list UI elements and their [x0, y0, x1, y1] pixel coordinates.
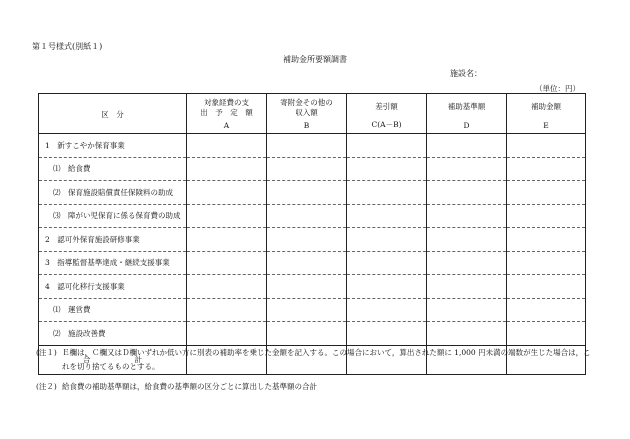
cell-e[interactable] — [507, 251, 586, 275]
note-2 — [36, 380, 596, 394]
table-row — [39, 251, 586, 275]
table-header-row — [39, 94, 586, 134]
cell-b[interactable] — [267, 181, 347, 205]
cell-d[interactable] — [427, 298, 507, 322]
row-label: ⑵ 保育施設賠償責任保険料の助成 — [39, 181, 187, 205]
table-row — [39, 228, 586, 252]
cell-c[interactable] — [347, 298, 427, 322]
cell-d[interactable] — [427, 275, 507, 299]
row-label: ⑴ 運営費 — [39, 298, 187, 322]
table-row — [39, 134, 586, 158]
row-label: 4 認可化移行支援事業 — [39, 275, 187, 299]
table-row — [39, 204, 586, 228]
cell-a[interactable] — [187, 251, 267, 275]
unit-label: （単位：円） — [535, 84, 580, 93]
cell-d[interactable] — [427, 157, 507, 181]
row-label: ⑴ 給食費 — [39, 157, 187, 181]
cell-d[interactable] — [427, 204, 507, 228]
row-label: 3 指導監督基準達成・継続支援事業 — [39, 251, 187, 275]
cell-b[interactable] — [267, 134, 347, 158]
header-col-d: 補助基準額 D — [427, 94, 507, 134]
budget-table — [38, 93, 586, 375]
note-1 — [36, 346, 596, 374]
note-text: 給食費の補助基準額は，給食費の基準額の区分ごとに算出した基準額の合計 — [62, 382, 317, 391]
notes — [36, 346, 596, 394]
note-text: Ｅ欄は，Ｃ欄又はＤ欄いずれか低い方に別表の補助率を乗じた金額を記入する。この場合において，算出された額に 1,000 円未満の端数が生じた場合は，これを切り捨てるものとする。 — [62, 348, 591, 371]
row-label: 2 認可外保育施設研修事業 — [39, 228, 187, 252]
cell-e[interactable] — [507, 298, 586, 322]
cell-d[interactable] — [427, 251, 507, 275]
total-label: 合 計 — [39, 345, 187, 374]
header-col-b: 寄附金その他の 収入額 B — [267, 94, 347, 134]
note-label: (注２) — [36, 382, 57, 391]
cell-a[interactable] — [187, 134, 267, 158]
cell-b[interactable] — [267, 298, 347, 322]
cell-e[interactable] — [507, 134, 586, 158]
cell-a[interactable] — [187, 157, 267, 181]
cell-a[interactable] — [187, 298, 267, 322]
cell-a[interactable] — [187, 181, 267, 205]
cell-e[interactable] — [507, 322, 586, 346]
cell-d[interactable] — [427, 322, 507, 346]
row-label: 1 新すこやか保育事業 — [39, 134, 187, 158]
cell-b[interactable] — [267, 228, 347, 252]
cell-c[interactable] — [347, 275, 427, 299]
form-number: 第１号様式(別紙１) — [32, 42, 103, 51]
cell-c[interactable] — [347, 204, 427, 228]
cell-c[interactable] — [347, 134, 427, 158]
cell-c[interactable] — [347, 181, 427, 205]
cell-c[interactable] — [347, 322, 427, 346]
document-title: 補助金所要額調書 — [283, 55, 347, 64]
cell-e[interactable] — [507, 157, 586, 181]
cell-c[interactable] — [347, 157, 427, 181]
cell-e[interactable] — [507, 275, 586, 299]
cell-e[interactable] — [507, 204, 586, 228]
table-row — [39, 322, 586, 346]
cell-c[interactable] — [347, 251, 427, 275]
header-col-c: 差引額 C(A－B) — [347, 94, 427, 134]
cell-a[interactable] — [187, 322, 267, 346]
cell-b[interactable] — [267, 157, 347, 181]
note-label: (注１) — [36, 348, 57, 357]
cell-e[interactable] — [507, 228, 586, 252]
cell-b[interactable] — [267, 251, 347, 275]
header-category: 区 分 — [39, 94, 187, 134]
table-row — [39, 298, 586, 322]
cell-d[interactable] — [427, 181, 507, 205]
cell-b[interactable] — [267, 275, 347, 299]
cell-b[interactable] — [267, 204, 347, 228]
row-label: ⑶ 障がい児保育に係る保育費の助成 — [39, 204, 187, 228]
cell-d[interactable] — [427, 228, 507, 252]
table-row — [39, 157, 586, 181]
header-col-a: 対象経費の支 出 予 定 額 A — [187, 94, 267, 134]
cell-b[interactable] — [267, 322, 347, 346]
facility-name-label: 施設名： — [450, 69, 482, 78]
cell-a[interactable] — [187, 275, 267, 299]
table-row — [39, 181, 586, 205]
cell-d[interactable] — [427, 134, 507, 158]
cell-a[interactable] — [187, 228, 267, 252]
cell-a[interactable] — [187, 204, 267, 228]
header-col-e: 補助金額 E — [507, 94, 586, 134]
cell-e[interactable] — [507, 181, 586, 205]
table-row — [39, 275, 586, 299]
row-label: ⑵ 施設改善費 — [39, 322, 187, 346]
cell-c[interactable] — [347, 228, 427, 252]
